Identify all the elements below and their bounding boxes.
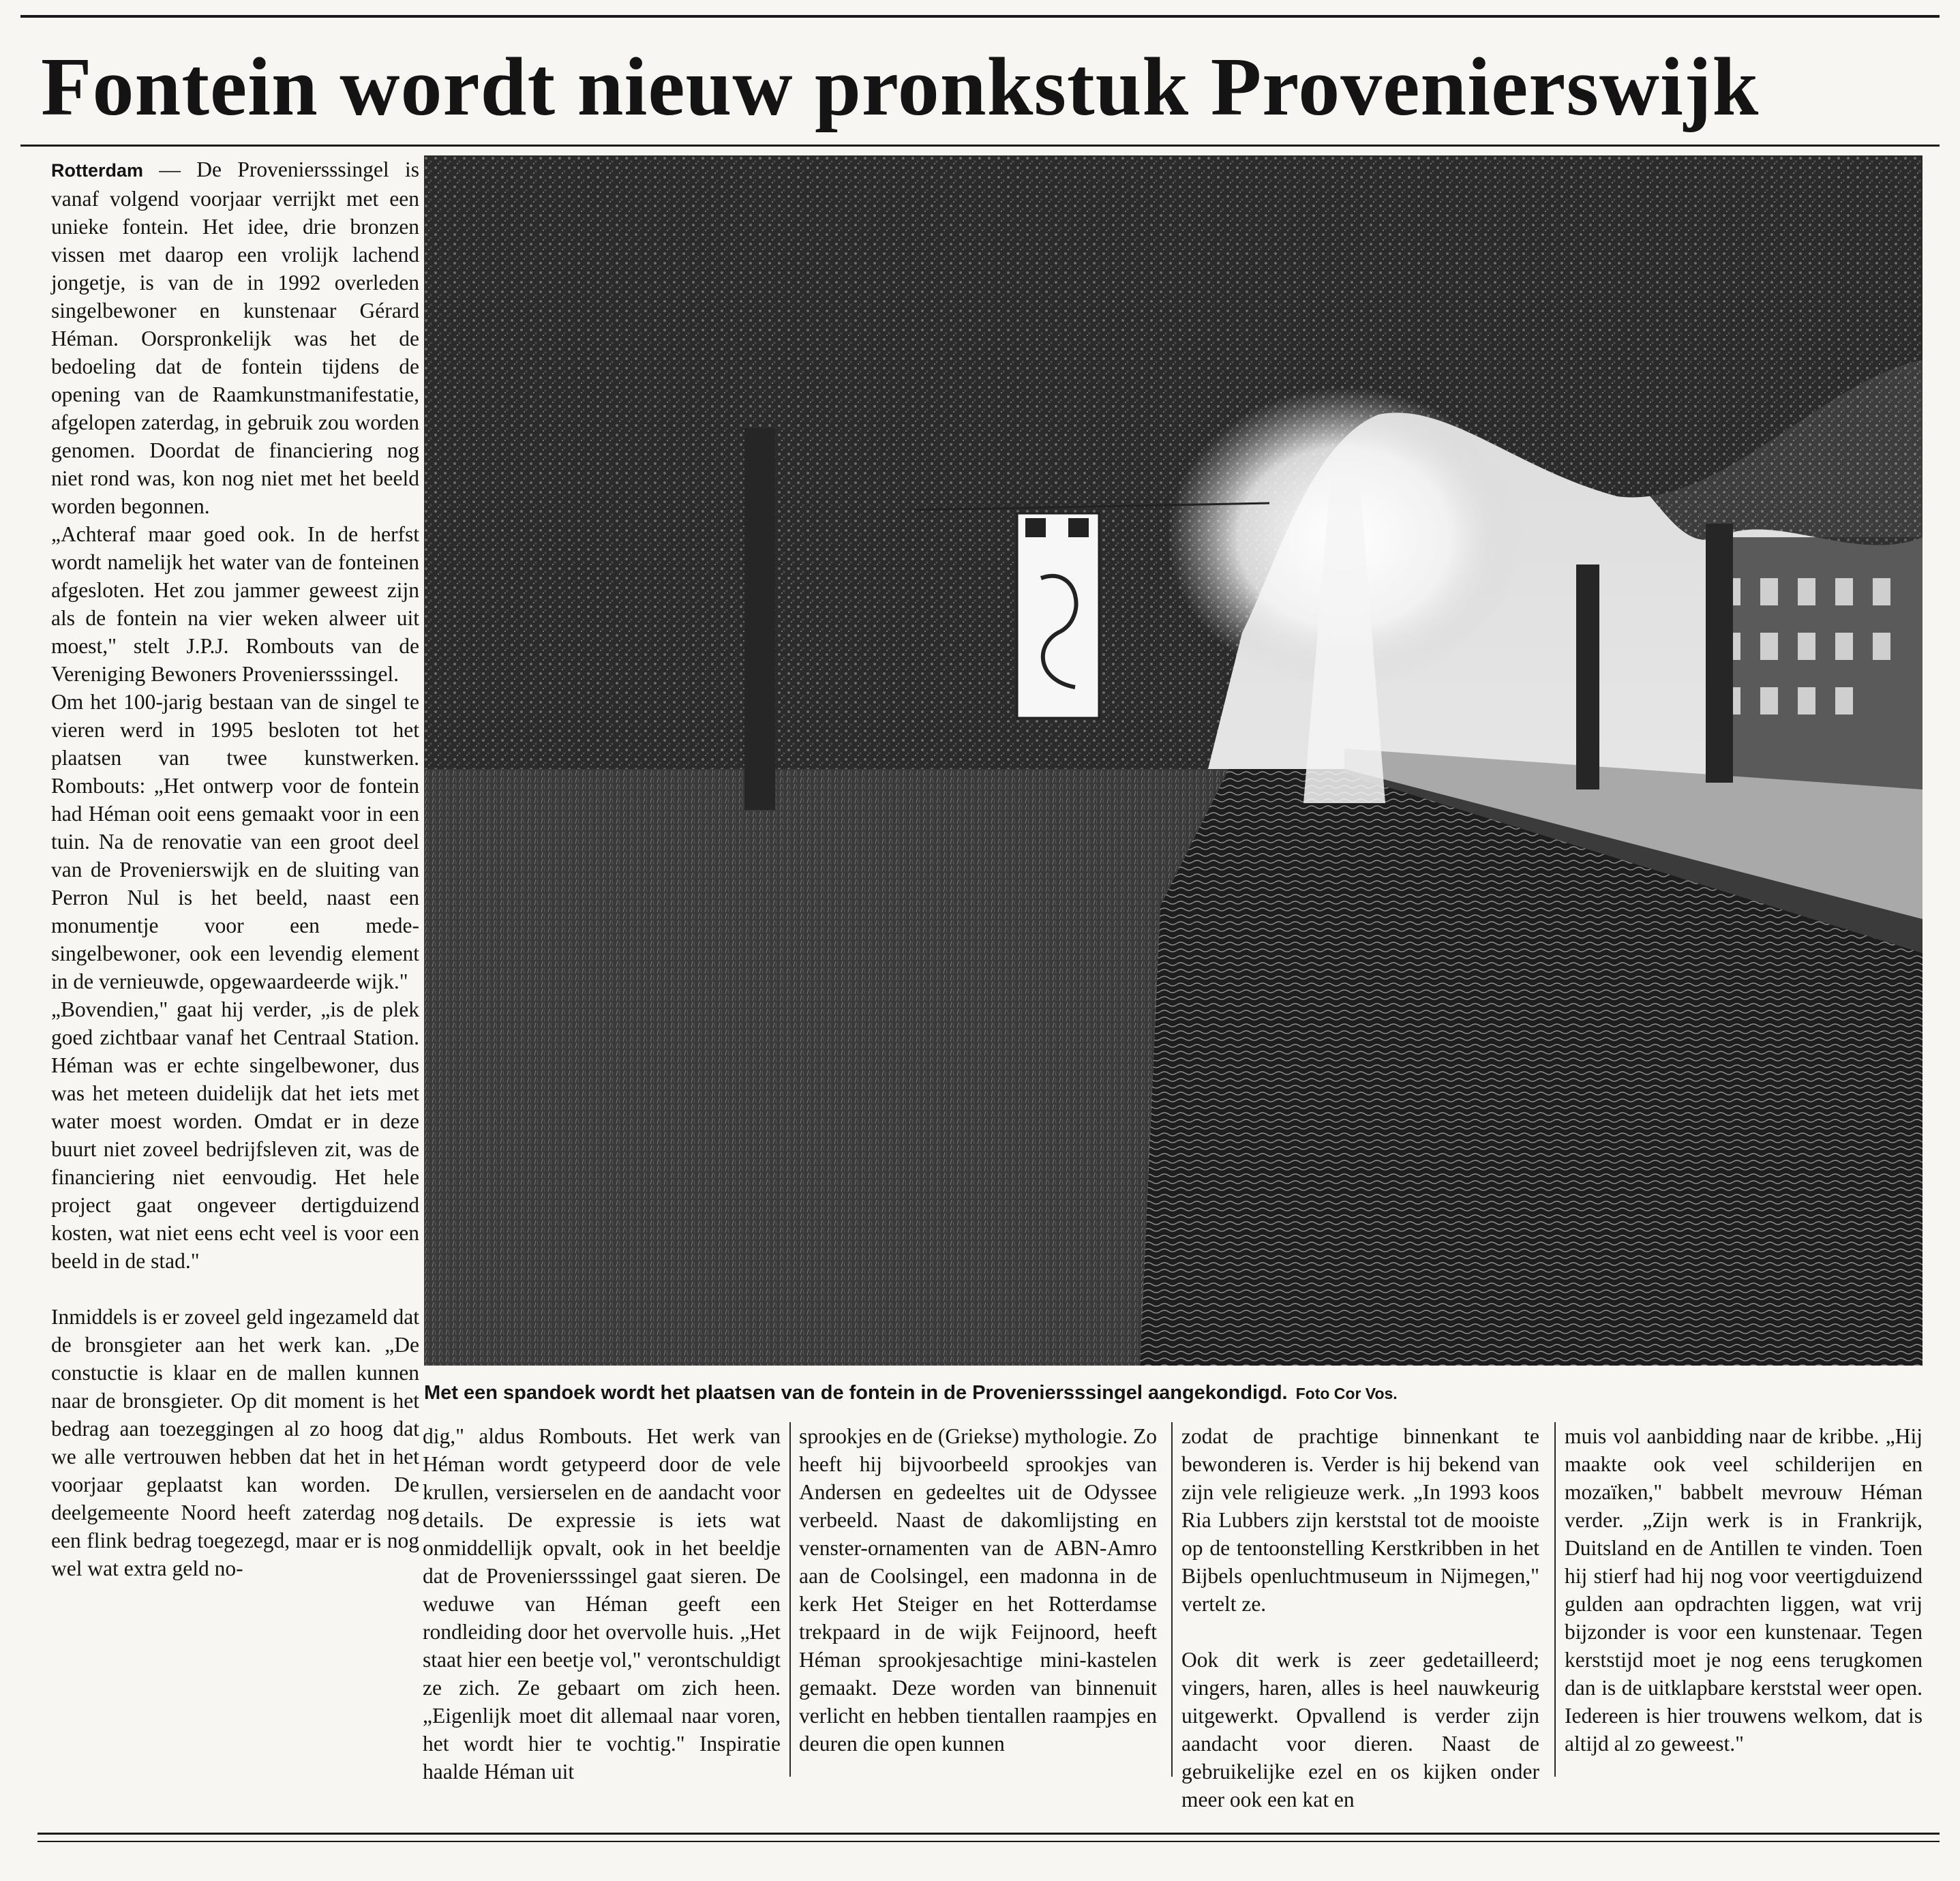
column-divider [1554,1422,1556,1777]
news-photo [424,155,1923,1366]
article-column-1 [51,155,419,1771]
photo-caption [424,1376,1923,1410]
paragraph: muis vol aanbidding naar de kribbe. „Hij maakte ook veel schilderijen en mozaïken," babbelt mevrouw Héman verder. „Zijn werk is in Frankrijk, Duitsland en de Antillen te vinden. Toen hij stierf had hij nog voor veertigduizend gulden aan opdrachten liggen, wat vrij bijzonder is voor een kunstenaar. Tegen kerststijd moet je nog eens terugkomen dan is de uitklapbare kerststal weer open. Iedereen is hier trouwens welkom, dat is altijd al zo geweest." [1565,1424,1923,1756]
canal-fountain-photo [424,155,1923,1366]
lead-paragraph [51,155,419,520]
dateline: Rotterdam [51,160,144,181]
article-column-2 [423,1422,781,1784]
top-rule [20,15,1940,18]
paragraph: zodat de prachtige binnenkant te bewonderen is. Verder is hij bekend van zijn vele religieuze werk. „In 1993 koos Ria Lubbers zijn kerststal tot de mooiste op de tentoonstelling Kerstkribben in het Bijbels openluchtmuseum in Nijmegen," vertelt ze. [1181,1424,1539,1616]
photo-credit: Foto Cor Vos. [1295,1385,1398,1402]
article-column-5 [1565,1422,1923,1777]
paragraph: Inmiddels is er zoveel geld ingezameld dat de bronsgieter aan het werk kan. „De constuctie is klaar en de mallen kunnen naar de bronsgieter. Op dit moment is het bedrag aan toezeggingen al zo hoog dat we alle vertrouwen hebben dat het in het voorjaar geplaatst kan worden. De deelgemeente Noord heeft zaterdag nog een flink bedrag toegezegd, maar er is nog wel wat extra geld no- [51,1305,419,1580]
paragraph: dig," aldus Rombouts. Het werk van Héman wordt getypeerd door de vele krullen, versierselen en de aandacht voor details. De expressie is iets wat onmiddellijk opvalt, ook in het beeldje dat de Proveniersssingel gaat sieren. De weduwe van Héman geeft een rondleiding door het overvolle huis. „Het staat hier een beetje vol," verontschuldigt ze zich. Ze gebaart om zich heen. „Eigenlijk moet dit allemaal naar voren, het wordt hier te vochtig." Inspiratie haalde Héman uit [423,1424,781,1784]
column-divider [1171,1422,1173,1777]
paragraph: „Bovendien," gaat hij verder, „is de plek goed zichtbaar vanaf het Centraal Station. Héman was er echte singelbewoner, dus was het meteen duidelijk dat het iets met water moest worden. Omdat er in deze buurt niet zoveel bedrijfsleven zit, was de financiering niet eenvoudig. Het hele project gaat ongeveer dertigduizend kosten, wat niet eens echt veel is voor een beeld in de stad." [51,997,419,1273]
headline: Fontein wordt nieuw pronkstuk Provenierswijk [41,41,1760,133]
lead-text: — De Proveniersssingel is vanaf volgend voorjaar verrijkt met een unieke fontein. Het idee, drie bronzen vissen met daarop een vrolijk lachend jongetje, is van de in 1992 overleden singelbewoner en kunstenaar Gérard Héman. Oorspronkelijk was het de bedoeling dat de fontein tijdens de opening van de Raamkunstmanifestatie, afgelopen zaterdag, in gebruik zou worden genomen. Doordat de financiering nog niet rond was, kon nog niet met het beeld worden begonnen. [51,157,419,518]
headline-rule [20,145,1940,147]
bottom-rule [37,1833,1940,1835]
paragraph: Ook dit werk is zeer gedetailleerd; vingers, haren, alles is heel nauwkeurig uitgewerkt. Opvallend is verder zijn aandacht voor dieren. Naast de gebruikelijke ezel en os kijken onder meer ook een kat en [1181,1648,1539,1811]
article-column-3 [799,1422,1157,1777]
paragraph: Om het 100-jarig bestaan van de singel te vieren werd in 1995 besloten tot het plaatsen van twee kunstwerken. Rombouts: „Het ontwerp voor de fontein had Héman ooit eens gemaakt voor in een tuin. Na de renovatie van een groot deel van de Provenierswijk en de sluiting van Perron Nul is het beeld, naast een monumentje voor een mede-singelbewoner, ook een levendig element in de vernieuwde, opgewaardeerde wijk." [51,690,419,993]
bottom-rule [37,1841,1940,1842]
paragraph: sprookjes en de (Griekse) mythologie. Zo heeft hij bijvoorbeeld sprookjes van Andersen en gedeeltes uit de Odyssee verbeeld. Naast de dakomlijsting en venster-ornamenten van de ABN-Amro aan de Coolsingel, een madonna in de kerk Het Steiger en het Rotterdamse trekpaard in de wijk Feijnoord, heeft Héman sprookjesachtige mini-kastelen gemaakt. Deze worden van binnenuit verlicht en hebben tientallen raampjes en deuren die open kunnen [799,1424,1157,1756]
paragraph: „Achteraf maar goed ook. In de herfst wordt namelijk het water van de fonteinen afgesloten. Het zou jammer geweest zijn als de fontein na vier weken alweer uit moest," stelt J.P.J. Rombouts van de Vereniging Bewoners Proveniersssingel. [51,522,419,686]
article-column-4 [1181,1422,1539,1811]
caption-text: Met een spandoek wordt het plaatsen van de fontein in de Proveniersssingel aangekondigd. [424,1382,1288,1404]
column-divider [789,1422,791,1777]
